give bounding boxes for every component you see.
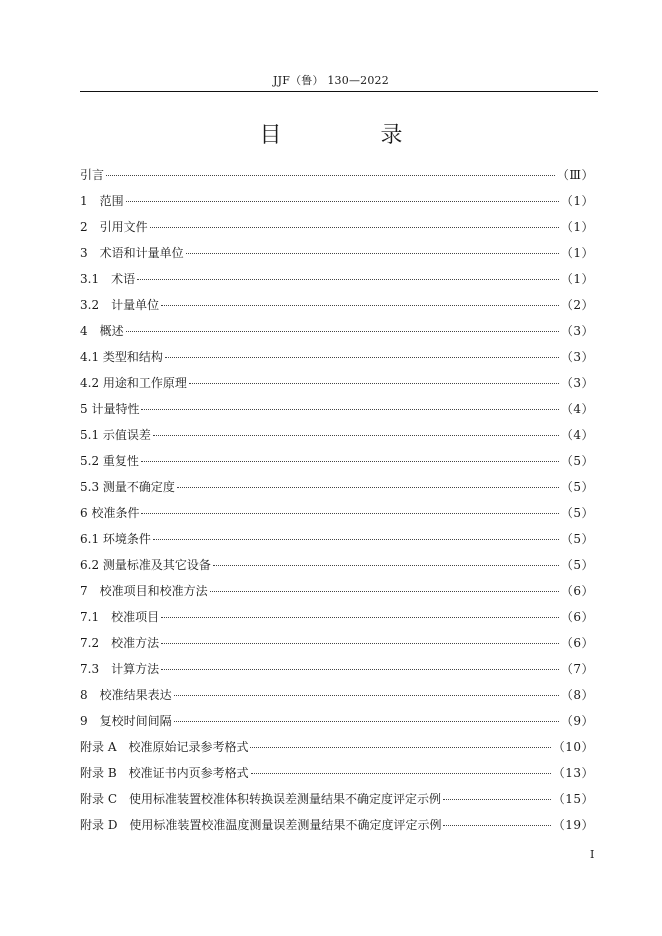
toc-dot-leader: [161, 305, 559, 306]
toc-entry-label: 附录 A 校准原始记录参考格式: [80, 740, 249, 754]
toc-entry-page: （19）: [552, 818, 594, 832]
toc-dot-leader: [210, 591, 559, 592]
toc-entry[interactable]: [80, 422, 594, 448]
toc-dot-leader: [251, 773, 551, 774]
toc-entry-page: （Ⅲ）: [556, 168, 594, 182]
toc-entry-page: （1）: [560, 194, 594, 208]
toc-dot-leader: [186, 253, 559, 254]
toc-entry-label: 6.2 测量标准及其它设备: [80, 558, 211, 572]
page-number: I: [590, 848, 595, 861]
toc-entry[interactable]: [80, 682, 594, 708]
toc-entry[interactable]: [80, 708, 594, 734]
toc-entry-label: 引言: [80, 168, 105, 182]
toc-entry-label: 1 范围: [80, 194, 124, 208]
toc-entry-label: 3.1 术语: [80, 272, 136, 286]
toc-entry[interactable]: [80, 786, 594, 812]
toc-entry-label: 8 校准结果表达: [80, 688, 172, 702]
toc-entry[interactable]: [80, 292, 594, 318]
toc-entry[interactable]: [80, 448, 594, 474]
toc-entry[interactable]: [80, 656, 594, 682]
toc-entry-page: （10）: [552, 740, 594, 754]
toc-entry-page: （15）: [552, 792, 594, 806]
toc-dot-leader: [161, 643, 559, 644]
table-of-contents: [80, 162, 594, 838]
toc-entry[interactable]: [80, 812, 594, 838]
toc-entry-label: 2 引用文件: [80, 220, 148, 234]
toc-entry-page: （6）: [560, 610, 594, 624]
toc-entry[interactable]: [80, 500, 594, 526]
toc-entry-page: （3）: [560, 350, 594, 364]
header-rule: [80, 91, 598, 92]
toc-entry-page: （4）: [560, 402, 594, 416]
toc-entry-page: （8）: [560, 688, 594, 702]
toc-entry[interactable]: [80, 370, 594, 396]
toc-entry-label: 6 校准条件: [80, 506, 140, 520]
toc-entry-label: 9 复校时间间隔: [80, 714, 172, 728]
toc-dot-leader: [106, 175, 555, 176]
toc-entry[interactable]: [80, 214, 594, 240]
toc-entry-page: （5）: [560, 480, 594, 494]
toc-entry[interactable]: [80, 266, 594, 292]
toc-entry-label: 4.1 类型和结构: [80, 350, 163, 364]
toc-entry-label: 5 计量特性: [80, 402, 140, 416]
toc-dot-leader: [165, 357, 559, 358]
toc-entry-page: （5）: [560, 506, 594, 520]
toc-entry[interactable]: [80, 760, 594, 786]
toc-dot-leader: [126, 201, 559, 202]
toc-dot-leader: [161, 669, 559, 670]
toc-entry-label: 7.3 计算方法: [80, 662, 160, 676]
toc-entry[interactable]: [80, 318, 594, 344]
toc-entry[interactable]: [80, 240, 594, 266]
toc-entry[interactable]: [80, 162, 594, 188]
toc-entry-page: （3）: [560, 376, 594, 390]
toc-entry-label: 5.2 重复性: [80, 454, 139, 468]
toc-dot-leader: [141, 461, 559, 462]
toc-entry-page: （7）: [560, 662, 594, 676]
toc-dot-leader: [250, 747, 550, 748]
toc-entry[interactable]: [80, 396, 594, 422]
toc-entry-page: （1）: [560, 272, 594, 286]
toc-entry-label: 6.1 环境条件: [80, 532, 151, 546]
toc-dot-leader: [150, 227, 559, 228]
toc-entry-label: 附录 B 校准证书内页参考格式: [80, 766, 249, 780]
toc-dot-leader: [141, 409, 558, 410]
toc-entry-page: （4）: [560, 428, 594, 442]
toc-entry-label: 附录 C 使用标准装置校准体积转换误差测量结果不确定度评定示例: [80, 792, 441, 806]
toc-entry-label: 7 校准项目和校准方法: [80, 584, 208, 598]
toc-entry-page: （6）: [560, 636, 594, 650]
toc-entry[interactable]: [80, 604, 594, 630]
toc-entry-label: 4 概述: [80, 324, 124, 338]
toc-entry[interactable]: [80, 188, 594, 214]
toc-dot-leader: [189, 383, 559, 384]
toc-dot-leader: [153, 435, 559, 436]
toc-entry-page: （1）: [560, 220, 594, 234]
toc-entry-page: （13）: [552, 766, 594, 780]
toc-entry-page: （2）: [560, 298, 594, 312]
toc-entry-page: （3）: [560, 324, 594, 338]
toc-dot-leader: [213, 565, 559, 566]
toc-entry-label: 3 术语和计量单位: [80, 246, 184, 260]
toc-entry-page: （5）: [560, 558, 594, 572]
running-header: JJF（鲁） 130—2022: [273, 74, 389, 87]
toc-entry-label: 5.1 示值误差: [80, 428, 151, 442]
toc-dot-leader: [177, 487, 559, 488]
toc-entry[interactable]: [80, 526, 594, 552]
toc-dot-leader: [174, 695, 559, 696]
toc-entry-label: 附录 D 使用标准装置校准温度测量误差测量结果不确定度评定示例: [80, 818, 442, 832]
toc-dot-leader: [174, 721, 559, 722]
toc-dot-leader: [443, 825, 550, 826]
toc-entry[interactable]: [80, 552, 594, 578]
toc-dot-leader: [126, 331, 559, 332]
toc-entry-label: 4.2 用途和工作原理: [80, 376, 187, 390]
toc-entry-label: 7.1 校准项目: [80, 610, 160, 624]
toc-entry-page: （5）: [560, 454, 594, 468]
toc-entry[interactable]: [80, 578, 594, 604]
toc-entry[interactable]: [80, 474, 594, 500]
page-title: 目 录: [259, 123, 449, 148]
toc-entry-label: 7.2 校准方法: [80, 636, 160, 650]
toc-entry-page: （9）: [560, 714, 594, 728]
toc-entry[interactable]: [80, 734, 594, 760]
toc-dot-leader: [137, 279, 559, 280]
toc-entry[interactable]: [80, 630, 594, 656]
toc-dot-leader: [161, 617, 559, 618]
toc-entry[interactable]: [80, 344, 594, 370]
toc-dot-leader: [141, 513, 558, 514]
toc-entry-label: 5.3 测量不确定度: [80, 480, 175, 494]
toc-entry-page: （5）: [560, 532, 594, 546]
toc-entry-label: 3.2 计量单位: [80, 298, 160, 312]
toc-entry-page: （6）: [560, 584, 594, 598]
toc-dot-leader: [153, 539, 559, 540]
toc-entry-page: （1）: [560, 246, 594, 260]
toc-dot-leader: [443, 799, 551, 800]
